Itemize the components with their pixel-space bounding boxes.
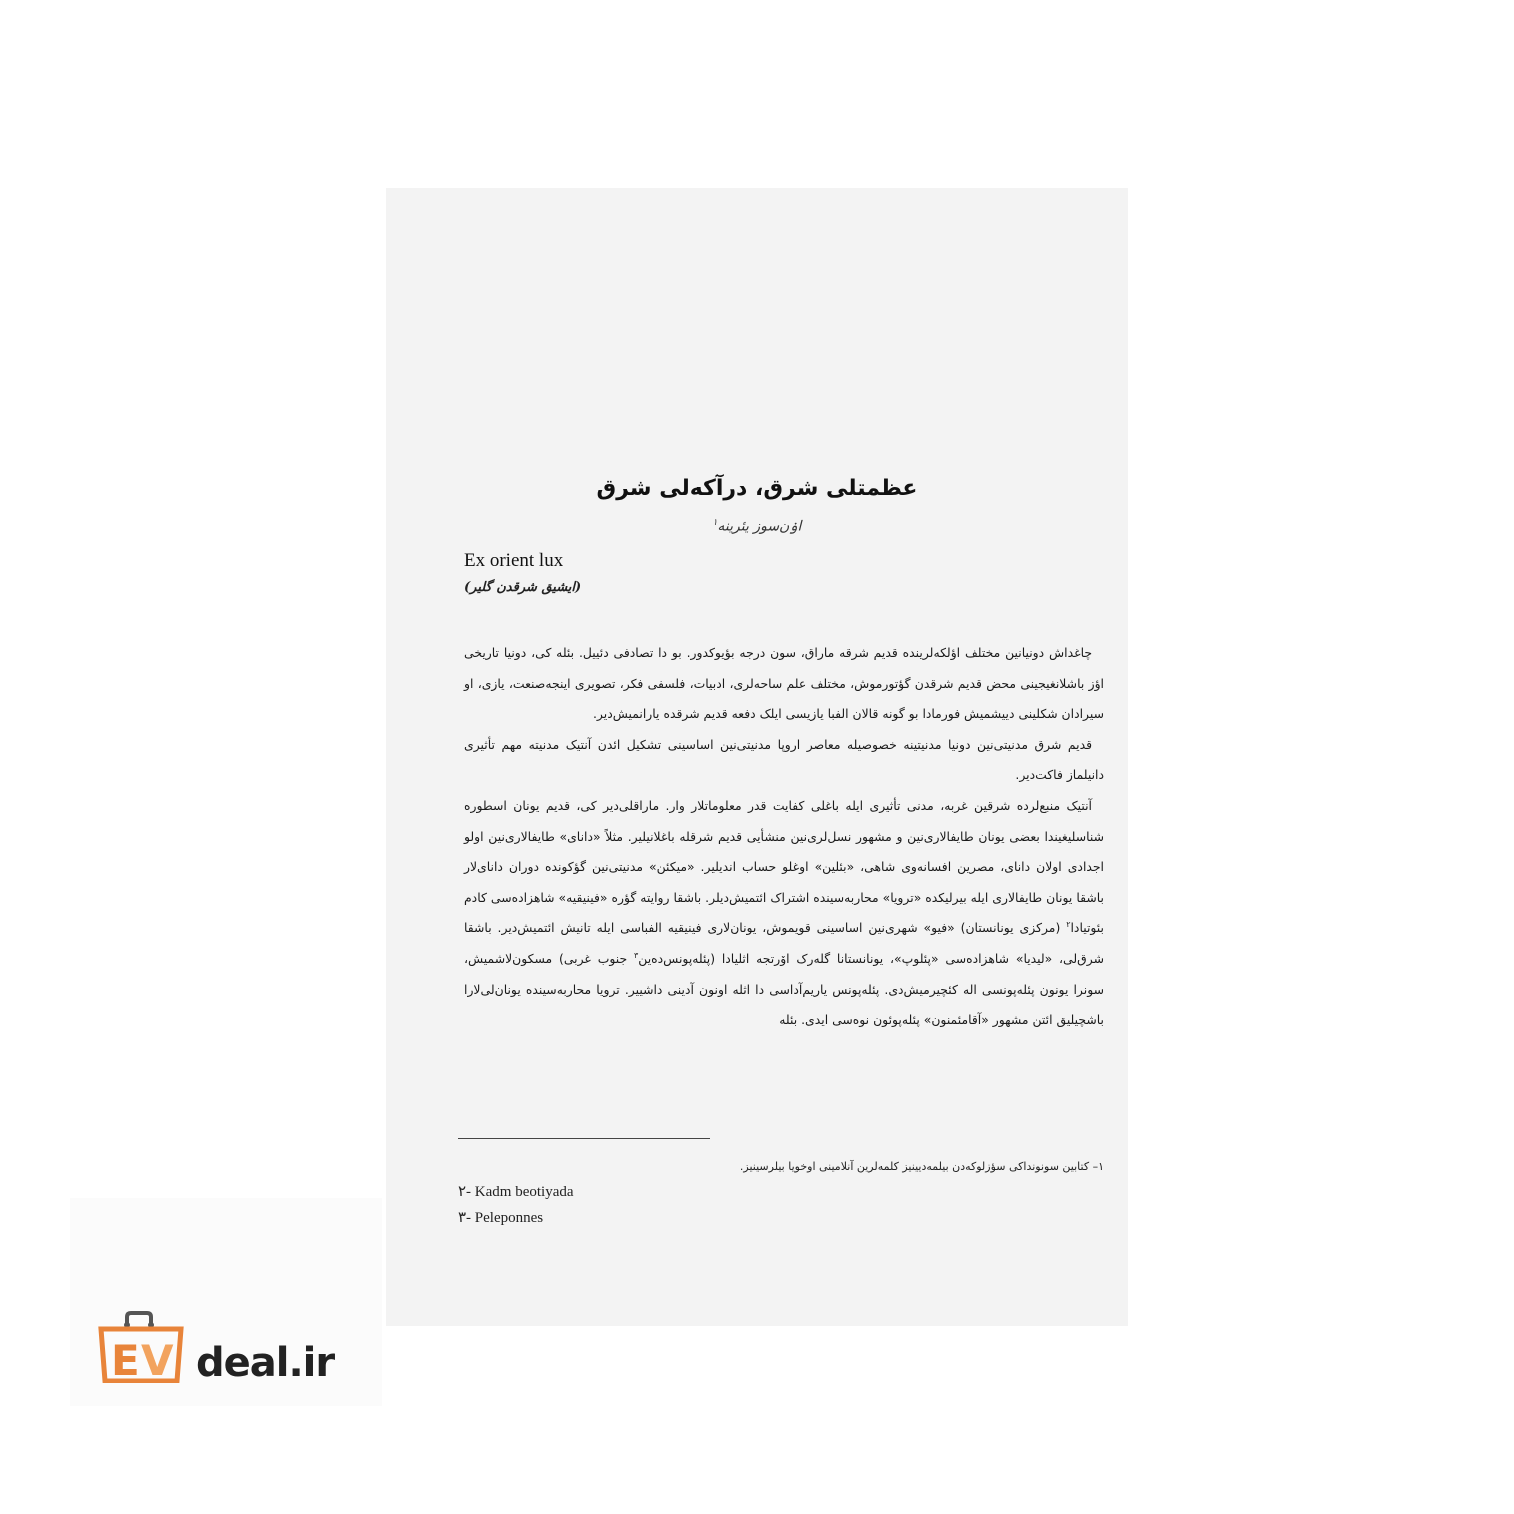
paragraph-3-text: آنتیک منبع‌لرده شرقین غربه، مدنی تأثیری ایله باغلی کفایت قدر معلوماتلار وار. ماراقلی‌دیر کی، قدیم یونان اسطوره شناسلیغیندا بعضی یونان طایفالاری‌نین و مشهور نسل‌لری‌نین منشأیی قدیم شرقله باغلانیلیر. مثلاً «دانای» طایفالاری‌نین اولو اجدادی اولان دانای، مصرین افسانه‌وی شاهی، «بئلین» اوغلو حساب اندیلیر. «میکئن» مدنیتی‌نین گؤکونده دوران دانای‌لار باشقا یونان طایفالاری ایله بیرلیکده «ترویا» محاربه‌سینده اشتراک ائتمیش‌دیلر. باشقا روایته گؤره «فینیقیه» شاهزاده‌سی کادم بئوتیادا xyxy=(464,797,1104,936)
latin-motto: Ex orient lux xyxy=(464,550,564,571)
footnote-mark-1: ۱ xyxy=(712,518,718,528)
paragraph-2: قدیم شرق مدنیتی‌نین دونیا مدنیتینه خصوصیله معاصر اروپا مدنیتی‌نین اساسینی تشکیل ائدن آنتیک مدنیته مهم تأثیری دانیلماز فاکت‌دیر. xyxy=(464,736,1104,783)
footnote-3: ۳- Peleponnes xyxy=(458,1210,544,1226)
subtitle-text: اۏن‌سوز یئرینه xyxy=(717,518,802,535)
paragraph-1: چاغداش دونیانین مختلف اؤلکه‌لرینده قدیم شرقه ماراق، سون درجه بؤیوکدور. بو دا تصادفی دئییل. بئله کی، دونیا تاریخی اؤز باشلانغیجینی محض قدیم شرقدن گؤتورموش، مختلف علم ساحه‌لری، ادبیات، فلسفی فکر، تصویری اینجه‌صنعت، یازی، او سیرادان شکلینی دییشمیش فورمادا بو گونه قالان الفبا یازیسی ایلک دفعه قدیم شرقده یارانمیش‌دیر. xyxy=(464,645,1104,722)
shopping-bag-logo-icon xyxy=(97,1311,185,1383)
svg-text:V: V xyxy=(141,1336,174,1383)
watermark-logo xyxy=(70,1198,382,1406)
logo-text: deal.ir xyxy=(196,1340,335,1386)
footnote-2: ۲- Kadm beotiyada xyxy=(458,1184,574,1200)
page-subtitle xyxy=(386,518,1128,535)
footnote-mark-2: ۲ xyxy=(1066,920,1071,930)
body-text xyxy=(464,638,1104,1036)
page-title: عظمتلی شرق، درآکه‌لی شرق xyxy=(596,476,918,501)
motto-translation: (ایشیق شرقدن گلیر) xyxy=(464,580,582,595)
paragraph-3-end: جنوب غربی) مسکون‌لاشمیش، سونرا یونون پئله‌پونسی اله کئچیرمیش‌دی. پئله‌پونس یاریم‌آداسی دا اثله اونون آدینی داشییر. ترویا محاربه‌سینده یونان‌لی‌لارا باشچیلیق ائتن مشهور «آقامئمنون» پئله‌پوئون نوه‌سی ایدی. بئله xyxy=(464,950,1104,1028)
footnote-1: ۱– کتابین سونوندا‌کی سؤزلوکه‌دن بیلمه‌دیینیز کلمه‌لرین آنلامینی اوخویا بیلرسینیز. xyxy=(739,1160,1104,1173)
book-page xyxy=(386,188,1128,1326)
paragraph-3-cont: (مرکزی یونانستان) «فیو» شهری‌نین اساسینی قویموش، یونان‌لاری فینیقیه الفباسی ایله تانیش ائتمیش‌دیر. باشقا شرق‌لی، «لیدیا» شاهزاده‌سی «پئلوپ»، یونانستانا گله‌رک اۆرتجه اثلیادا (پئله‌پونس‌ده‌ین xyxy=(464,920,1104,966)
footnote-mark-3: ۳ xyxy=(634,950,639,960)
paragraph-3 xyxy=(464,791,1104,1036)
footnote-divider xyxy=(458,1138,710,1139)
svg-text:E: E xyxy=(111,1336,140,1383)
